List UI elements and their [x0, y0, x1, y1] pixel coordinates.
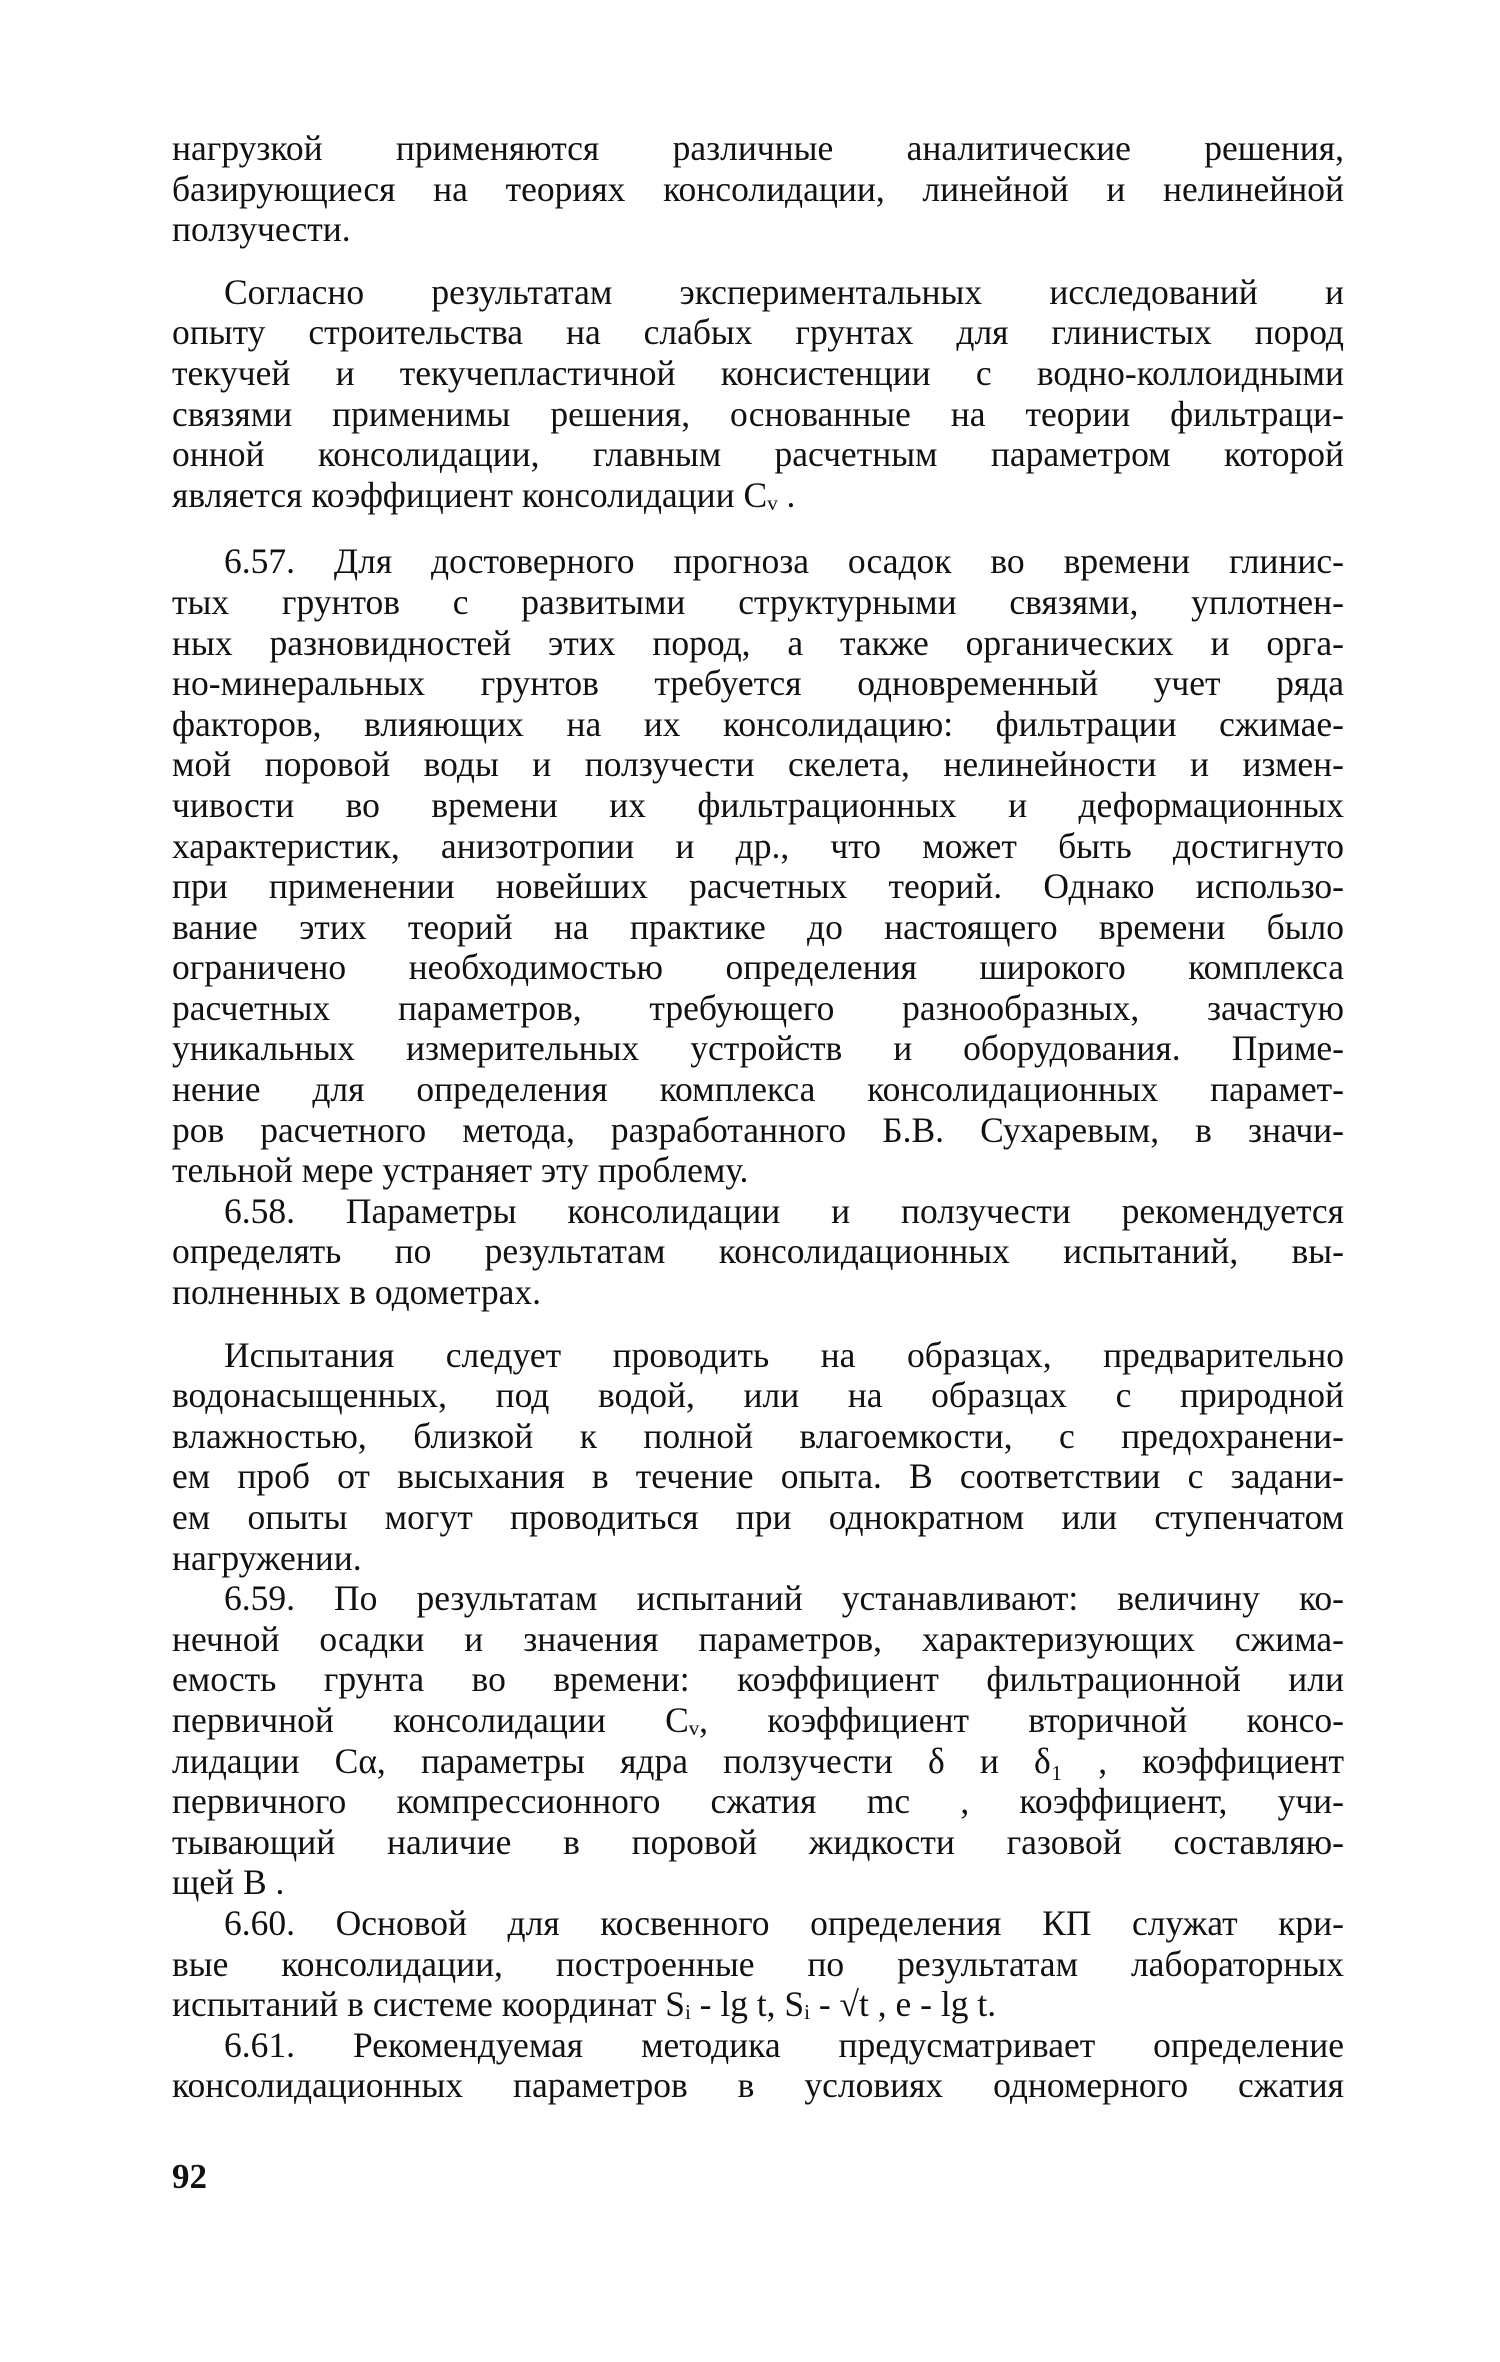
text-line: первичной консолидации Cᵥ, коэффициент вторичной консо- [172, 1699, 1344, 1740]
text-line: нагружении. [172, 1537, 362, 1578]
text-line: ем опыты могут проводиться при однократном или ступенчатом [172, 1497, 1344, 1537]
text-line: тых грунтов с развитыми структурными связями, уплотнен- [172, 581, 1344, 622]
text-line: лидации Cα, параметры ядра ползучести δ и δ₁ , коэффициент [172, 1740, 1344, 1781]
section-6-59 [172, 1578, 1344, 1903]
paragraph-continuation [172, 128, 1344, 250]
paragraph-testing [172, 1335, 1344, 1579]
text-line: определять по результатам консолидационных испытаний, вы- [172, 1231, 1344, 1272]
page-number: 92 [172, 2157, 207, 2196]
text-line: при применении новейших расчетных теорий. Однако использо- [172, 866, 1344, 907]
text-line: текучей и текучепластичной консистенции с водно-коллоидными [172, 352, 1344, 393]
text-line: расчетных параметров, требующего разнообразных, зачастую [172, 987, 1344, 1028]
text-line: чивости во времени их фильтрационных и деформационных [172, 784, 1344, 825]
text-line: 6.61. Рекомендуемая методика предусматривает определение [224, 2024, 1344, 2065]
text-line: ограничено необходимостью определения широкого комплекса [172, 947, 1344, 988]
text-line: Согласно результатам экспериментальных исследований и [224, 271, 1344, 312]
text-line: уникальных измерительных устройств и оборудования. Приме- [172, 1028, 1344, 1069]
text-line: первичного компрессионного сжатия mc , коэффициент, учи- [172, 1781, 1344, 1822]
text-line: нагрузкой применяются различные аналитические решения, [172, 128, 1344, 168]
text-line: базирующиеся на теориях консолидации, линейной и нелинейной [172, 168, 1344, 209]
text-line: характеристик, анизотропии и др., что может быть достигнуто [172, 825, 1344, 866]
paragraph-consolidation-theory [172, 272, 1344, 516]
section-6-60 [172, 1903, 1344, 2025]
text-line: является коэффициент консолидации Cᵥ . [172, 474, 796, 515]
text-line: 6.57. Для достоверного прогноза осадок во времени глинис- [224, 541, 1344, 582]
section-6-61 [172, 2025, 1344, 2106]
text-line: Испытания следует проводить на образцах, предварительно [224, 1334, 1344, 1375]
text-line: связями применимы решения, основанные на теории фильтраци- [172, 393, 1344, 434]
text-line: водонасыщенных, под водой, или на образцах с природной [172, 1375, 1344, 1416]
text-line: 6.60. Основой для косвенного определения КП служат кри- [224, 1902, 1344, 1943]
text-line: ных разновидностей этих пород, а также органических и орга- [172, 622, 1344, 663]
text-line: 6.59. По результатам испытаний устанавливают: величину ко- [224, 1578, 1344, 1619]
text-line: нение для определения комплекса консолидационных парамет- [172, 1069, 1344, 1110]
text-line: щей B . [172, 1862, 285, 1903]
text-line: влажностью, близкой к полной влагоемкости, с предохранени- [172, 1415, 1344, 1456]
text-line: ползучести. [172, 209, 351, 250]
text-line: онной консолидации, главным расчетным параметром которой [172, 434, 1344, 475]
text-line: вание этих теорий на практике до настоящего времени было [172, 906, 1344, 947]
text-line: факторов, влияющих на их консолидацию: фильтрации сжимае- [172, 703, 1344, 744]
text-line: опыту строительства на слабых грунтах для глинистых пород [172, 312, 1344, 353]
section-6-58 [172, 1191, 1344, 1313]
text-line: 6.58. Параметры консолидации и ползучести рекомендуется [224, 1190, 1344, 1231]
text-line: тельной мере устраняет эту проблему. [172, 1150, 749, 1191]
text-line: тывающий наличие в поровой жидкости газовой составляю- [172, 1821, 1344, 1862]
text-line: полненных в одометрах. [172, 1272, 542, 1313]
text-line: вые консолидации, построенные по результатам лабораторных [172, 1943, 1344, 1984]
text-line: но-минеральных грунтов требуется одновременный учет ряда [172, 663, 1344, 704]
text-line: испытаний в системе координат Sᵢ - lg t, Sᵢ - √t , e - lg t. [172, 1984, 997, 2025]
text-line: консолидационных параметров в условиях одномерного сжатия [172, 2065, 1344, 2106]
section-6-57 [172, 541, 1344, 1191]
page-body [172, 128, 1344, 2106]
text-line: емость грунта во времени: коэффициент фильтрационной или [172, 1659, 1344, 1700]
text-line: нечной осадки и значения параметров, характеризующих сжима- [172, 1618, 1344, 1659]
text-line: мой поровой воды и ползучести скелета, нелинейности и измен- [172, 744, 1344, 785]
text-line: ров расчетного метода, разработанного Б.В. Сухаревым, в значи- [172, 1109, 1344, 1150]
text-line: ем проб от высыхания в течение опыта. В соответствии с задани- [172, 1456, 1344, 1497]
